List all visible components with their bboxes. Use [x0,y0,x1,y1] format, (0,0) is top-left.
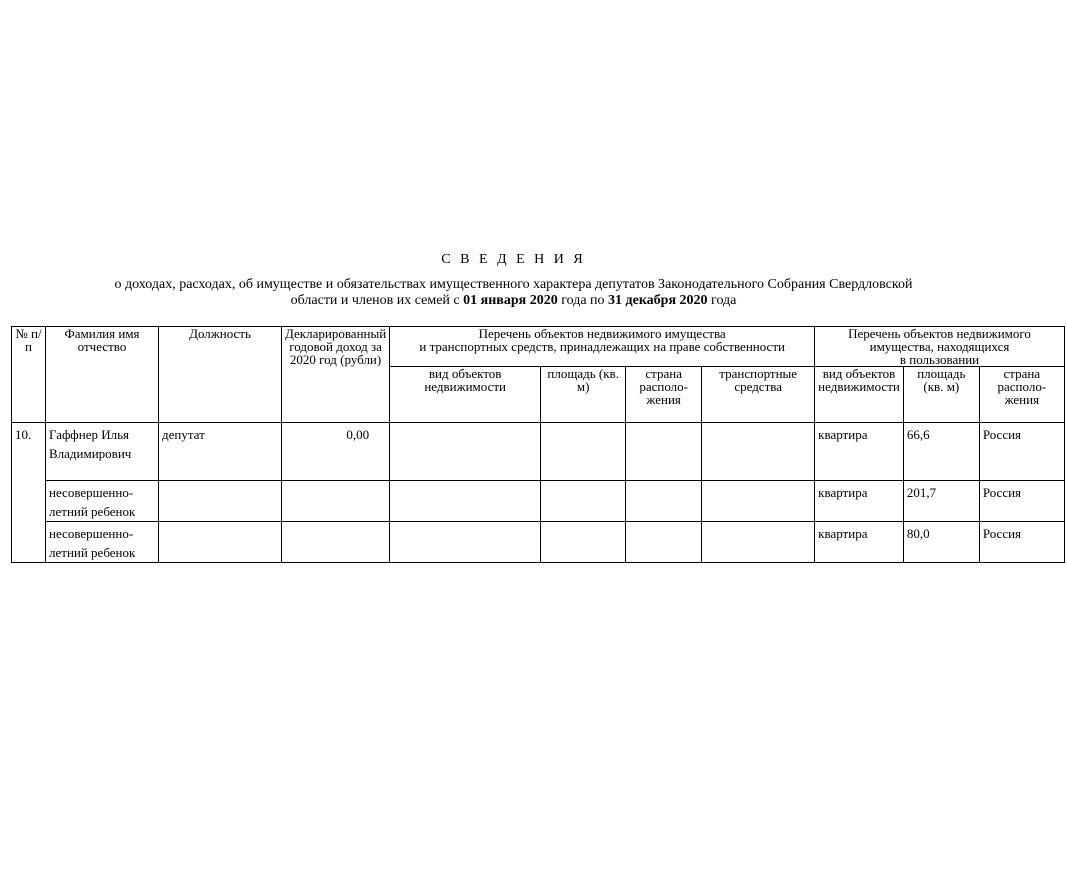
cell-name: несовершенно-летний ребенок [46,481,159,522]
col-header-used-country: страна располо-жения [979,367,1064,423]
table-row [12,481,1065,522]
col-header-owned-area: площадь (кв. м) [541,367,626,423]
cell-name: Гаффнер Илья Владимирович [46,423,159,481]
used-group-line3: в пользовании [899,352,980,367]
cell-used-country: Россия [979,423,1064,481]
cell-num [12,481,46,522]
col-header-used-group [815,327,1065,367]
col-header-owned-type: вид объектов недвижимости [390,367,541,423]
col-header-owned-country: страна располо-жения [626,367,702,423]
cell-name: несовершенно-летний ребенок [46,522,159,563]
subtitle-date-to: 31 декабря 2020 [608,293,708,308]
cell-income: 0,00 [282,423,390,481]
owned-group-line2: и транспортных средств, принадлежащих на праве собственности [419,339,785,354]
table-row [12,522,1065,563]
cell-used-country: Россия [979,522,1064,563]
col-header-used-type: вид объектов недвижимости [815,367,904,423]
document-title: С В Е Д Е Н И Я [441,252,586,267]
col-header-num: № п/п [12,327,46,423]
subtitle-suffix: года [707,293,737,308]
cell-position [159,481,282,522]
cell-owned-area [541,423,626,481]
cell-used-type: квартира [815,522,904,563]
cell-position: депутат [159,423,282,481]
cell-owned-area [541,522,626,563]
cell-owned-country [626,481,702,522]
cell-used-area: 80,0 [903,522,979,563]
cell-num: 10. [12,423,46,481]
cell-num [12,522,46,563]
cell-owned-vehicles [702,522,815,563]
cell-income [282,481,390,522]
cell-used-type: квартира [815,423,904,481]
cell-owned-type [390,522,541,563]
used-group-line2: имущества, находящихся [869,339,1010,354]
used-group-line1: Перечень объектов недвижимого [848,326,1031,341]
subtitle-line2-prefix: области и членов их семей с [290,293,464,308]
col-header-position: Должность [159,327,282,423]
cell-used-area: 66,6 [903,423,979,481]
cell-used-type: квартира [815,481,904,522]
cell-owned-type [390,423,541,481]
header-row-1 [12,327,1065,367]
table-row [12,423,1065,481]
subtitle-mid: года по [557,293,609,308]
cell-used-country: Россия [979,481,1064,522]
owned-group-line1: Перечень объектов недвижимого имущества [478,326,726,341]
cell-owned-vehicles [702,423,815,481]
col-header-owned-group [390,327,815,367]
cell-owned-area [541,481,626,522]
declaration-table [11,326,1065,563]
document-subtitle [20,277,1007,309]
cell-used-area: 201,7 [903,481,979,522]
cell-owned-type [390,481,541,522]
cell-owned-country [626,522,702,563]
col-header-name: Фамилия имя отчество [46,327,159,423]
col-header-income: Декларированный годовой доход за 2020 год (рубли) [282,327,390,423]
cell-income [282,522,390,563]
cell-position [159,522,282,563]
subtitle-date-from: 01 января 2020 [463,293,558,308]
cell-owned-vehicles [702,481,815,522]
subtitle-line1: о доходах, расходах, об имуществе и обязательствах имущественного характера депутатов Законодательного Собрания Свердловской [114,277,913,292]
cell-owned-country [626,423,702,481]
col-header-owned-vehicles: транспортные средства [702,367,815,423]
col-header-used-area: площадь (кв. м) [903,367,979,423]
